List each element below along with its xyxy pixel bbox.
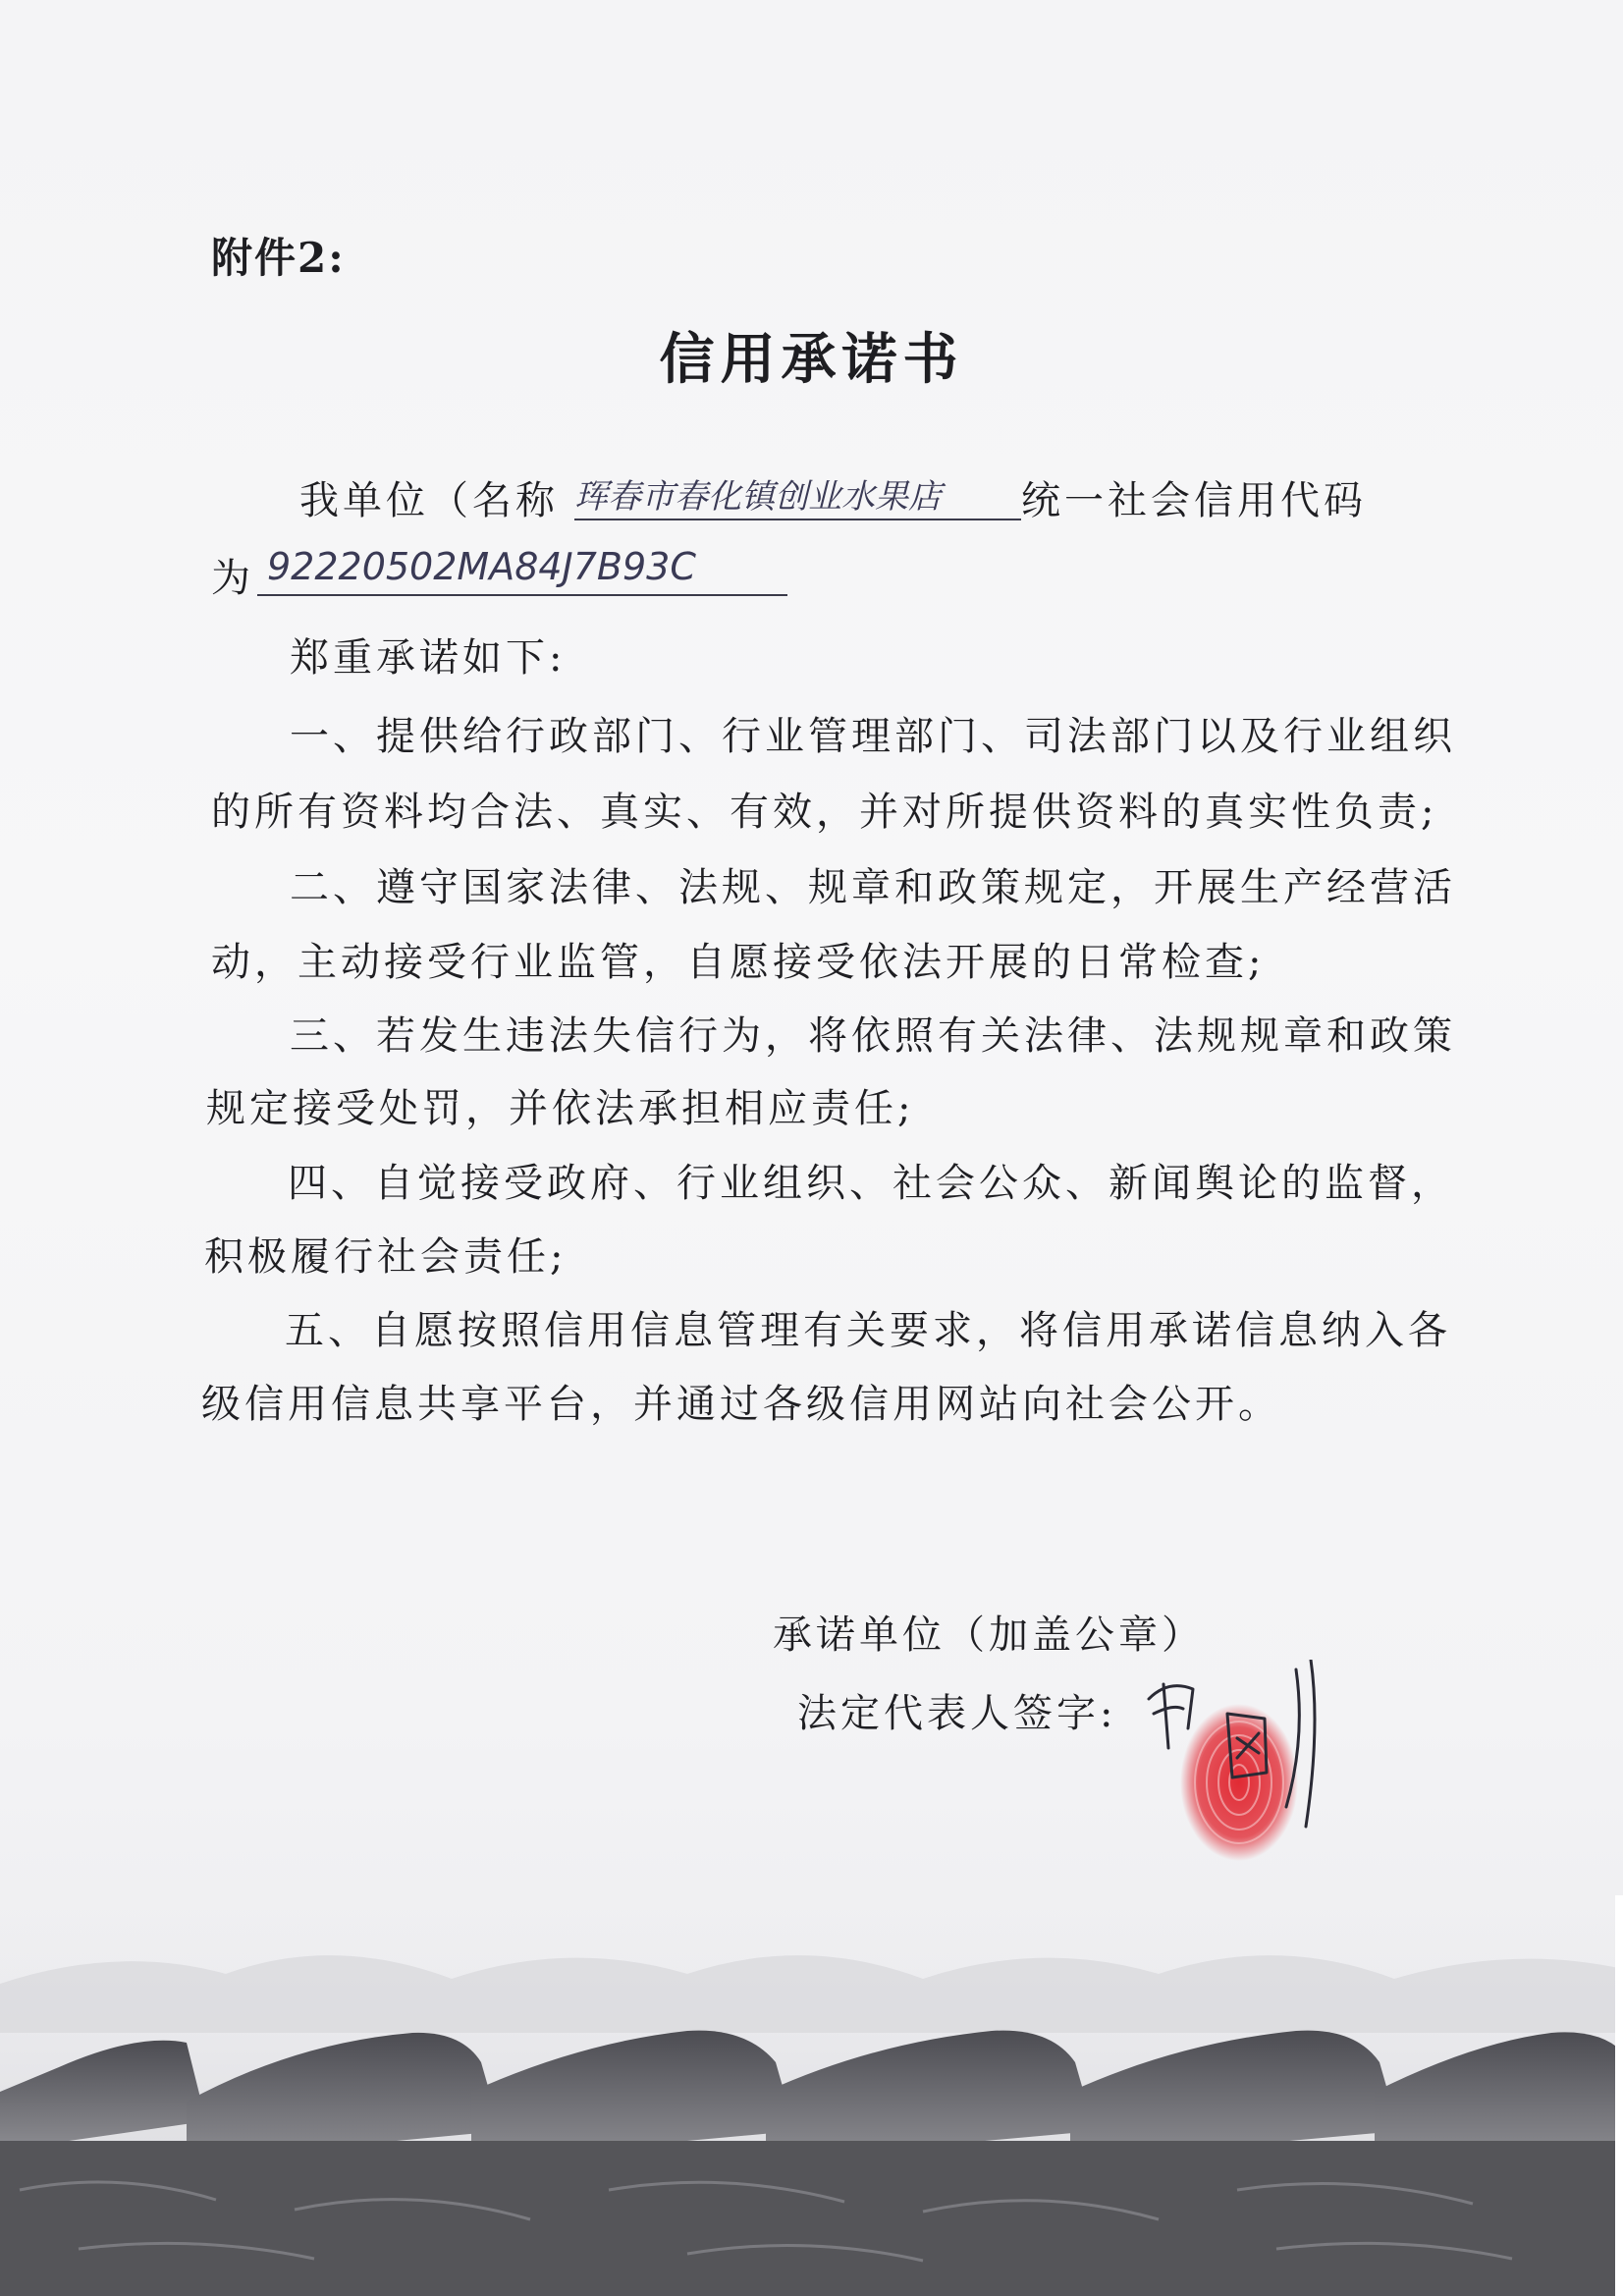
credit-code-handwritten: 92220502MA84J7B93C bbox=[267, 545, 696, 588]
item-5-line-1: 五、自愿按照信用信息管理有关要求，将信用承诺信息纳入各 bbox=[285, 1308, 1451, 1353]
decorative-landscape-footer bbox=[0, 1895, 1623, 2296]
name-underline bbox=[574, 519, 1021, 520]
item-5-line-2: 级信用信息共享平台，并通过各级信用网站向社会公开。 bbox=[201, 1382, 1281, 1427]
legal-rep-signature bbox=[1139, 1660, 1335, 1846]
item-3-line-1: 三、若发生违法失信行为，将依照有关法律、法规规章和政策 bbox=[290, 1013, 1456, 1059]
item-1-line-2: 的所有资料均合法、真实、有效，并对所提供资料的真实性负责; bbox=[211, 790, 1438, 835]
page-title: 信用承诺书 bbox=[659, 327, 964, 392]
unit-seal-label: 承诺单位（加盖公章） bbox=[773, 1613, 1205, 1658]
code-underline bbox=[257, 594, 787, 596]
item-4-line-1: 四、自觉接受政府、行业组织、社会公众、新闻舆论的监督， bbox=[288, 1161, 1454, 1206]
item-1-line-1: 一、提供给行政部门、行业管理部门、司法部门以及行业组织 bbox=[290, 714, 1456, 759]
item-4-line-2: 积极履行社会责任; bbox=[204, 1234, 568, 1280]
item-2-line-2: 动，主动接受行业监管，自愿接受依法开展的日常检查; bbox=[211, 940, 1266, 985]
attachment-label: 附件2: bbox=[211, 234, 346, 282]
item-3-line-2: 规定接受处罚，并依法承担相应责任; bbox=[206, 1086, 915, 1131]
intro-prefix: 我单位（名称 bbox=[299, 478, 559, 523]
item-2-line-1: 二、遵守国家法律、法规、规章和政策规定，开展生产经营活 bbox=[290, 865, 1456, 910]
unit-name-handwritten: 珲春市春化镇创业水果店 bbox=[574, 477, 942, 517]
legal-rep-label: 法定代表人签字: bbox=[797, 1691, 1117, 1736]
promise-heading: 郑重承诺如下: bbox=[290, 635, 567, 681]
code-prefix: 为 bbox=[211, 556, 254, 601]
intro-suffix: 统一社会信用代码 bbox=[1021, 478, 1367, 523]
